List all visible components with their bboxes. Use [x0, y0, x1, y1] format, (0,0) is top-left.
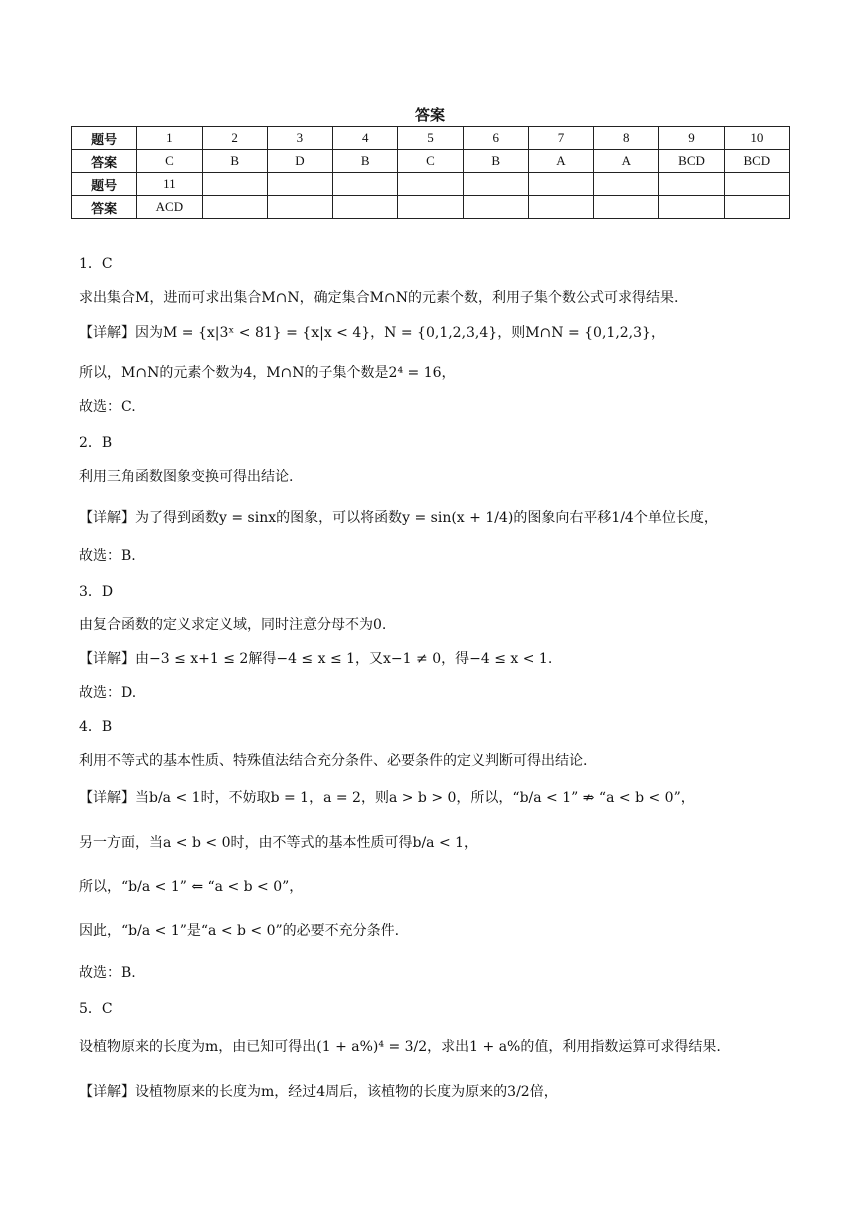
answer-cell: [463, 196, 528, 219]
question-number-cell: [463, 173, 528, 196]
q5-detail: 【详解】设植物原来的长度为m，经过4周后，该植物的长度为原来的3/2倍，: [79, 1084, 558, 1100]
answer-cell: [528, 196, 593, 219]
answer-cell: A: [594, 150, 659, 173]
table-row: [72, 173, 790, 196]
question-number-cell: 5: [398, 127, 463, 150]
q3-answer-heading: 3．D: [79, 584, 114, 600]
question-number-cell: 8: [594, 127, 659, 150]
table-row: [72, 150, 790, 173]
q2-choice: 故选：B.: [79, 548, 136, 564]
question-number-cell: [202, 173, 267, 196]
q4-detail: 【详解】当b/a < 1时，不妨取b = 1，a = 2，则a > b > 0，所以，“b/a < 1” ⇏ “a < b < 0”，: [79, 790, 695, 806]
q2-analysis: 利用三角函数图象变换可得出结论.: [79, 469, 294, 485]
answer-cell: [202, 196, 267, 219]
question-number-cell: 9: [659, 127, 724, 150]
q1-answer-heading: 1．C: [79, 256, 113, 272]
q1-choice: 故选：C.: [79, 399, 136, 415]
q4-choice: 故选：B.: [79, 965, 136, 981]
answer-cell: B: [202, 150, 267, 173]
answer-cell: BCD: [724, 150, 789, 173]
question-number-cell: 11: [137, 173, 202, 196]
answer-cell: [398, 196, 463, 219]
answer-cell: [333, 196, 398, 219]
q4-analysis: 利用不等式的基本性质、特殊值法结合充分条件、必要条件的定义判断可得出结论.: [79, 753, 588, 769]
answer-cell: ACD: [137, 196, 202, 219]
answer-cell: [724, 196, 789, 219]
q3-analysis: 由复合函数的定义求定义域，同时注意分母不为0.: [79, 617, 387, 633]
question-number-cell: [594, 173, 659, 196]
answer-title: 答案: [414, 106, 445, 124]
answer-cell: [267, 196, 332, 219]
q5-answer-heading: 5．C: [79, 1001, 113, 1017]
q5-analysis: 设植物原来的长度为m，由已知可得出(1 + a%)⁴ = 3/2，求出1 + a%的值，利用指数运算可求得结果.: [79, 1039, 721, 1055]
answer-table: [71, 126, 790, 219]
question-number-cell: [398, 173, 463, 196]
q2-answer-heading: 2．B: [79, 435, 113, 451]
question-number-cell: [724, 173, 789, 196]
q1-detail: 【详解】因为M = {x|3ˣ < 81} = {x|x < 4}，N = {0,1,2,3,4}，则M∩N = {0,1,2,3}，: [79, 325, 665, 341]
answer-cell: BCD: [659, 150, 724, 173]
question-number-cell: [267, 173, 332, 196]
question-number-cell: [528, 173, 593, 196]
q4-detail-3: 所以，“b/a < 1” ⇐ “a < b < 0”，: [79, 879, 304, 895]
question-number-cell: 4: [333, 127, 398, 150]
row-label-answer: 答案: [72, 150, 137, 173]
q1-analysis: 求出集合M，进而可求出集合M∩N，确定集合M∩N的元素个数，利用子集个数公式可求得结果.: [79, 290, 679, 306]
table-row: [72, 127, 790, 150]
question-number-cell: 2: [202, 127, 267, 150]
q3-choice: 故选：D.: [79, 685, 137, 701]
answer-cell: C: [398, 150, 463, 173]
question-number-cell: [333, 173, 398, 196]
question-number-cell: [659, 173, 724, 196]
answer-cell: [659, 196, 724, 219]
q3-detail: 【详解】由−3 ≤ x+1 ≤ 2解得−4 ≤ x ≤ 1，又x−1 ≠ 0，得−4 ≤ x < 1.: [79, 651, 553, 667]
question-number-cell: 10: [724, 127, 789, 150]
row-label-question-number: 题号: [72, 173, 137, 196]
answer-cell: [594, 196, 659, 219]
q4-answer-heading: 4．B: [79, 719, 113, 735]
answer-cell: D: [267, 150, 332, 173]
answer-cell: A: [528, 150, 593, 173]
q2-detail: 【详解】为了得到函数y = sinx的图象，可以将函数y = sin(x + 1/4)的图象向右平移1/4个单位长度，: [79, 510, 718, 526]
row-label-question-number: 题号: [72, 127, 137, 150]
table-row: [72, 196, 790, 219]
q4-detail-4: 因此，“b/a < 1”是“a < b < 0”的必要不充分条件.: [79, 923, 400, 939]
question-number-cell: 3: [267, 127, 332, 150]
answer-cell: B: [463, 150, 528, 173]
q4-detail-2: 另一方面，当a < b < 0时，由不等式的基本性质可得b/a < 1，: [79, 835, 479, 851]
answer-cell: C: [137, 150, 202, 173]
question-number-cell: 6: [463, 127, 528, 150]
answer-cell: B: [333, 150, 398, 173]
question-number-cell: 7: [528, 127, 593, 150]
q1-detail-2: 所以，M∩N的元素个数为4，M∩N的子集个数是2⁴ = 16，: [79, 365, 456, 381]
question-number-cell: 1: [137, 127, 202, 150]
row-label-answer: 答案: [72, 196, 137, 219]
